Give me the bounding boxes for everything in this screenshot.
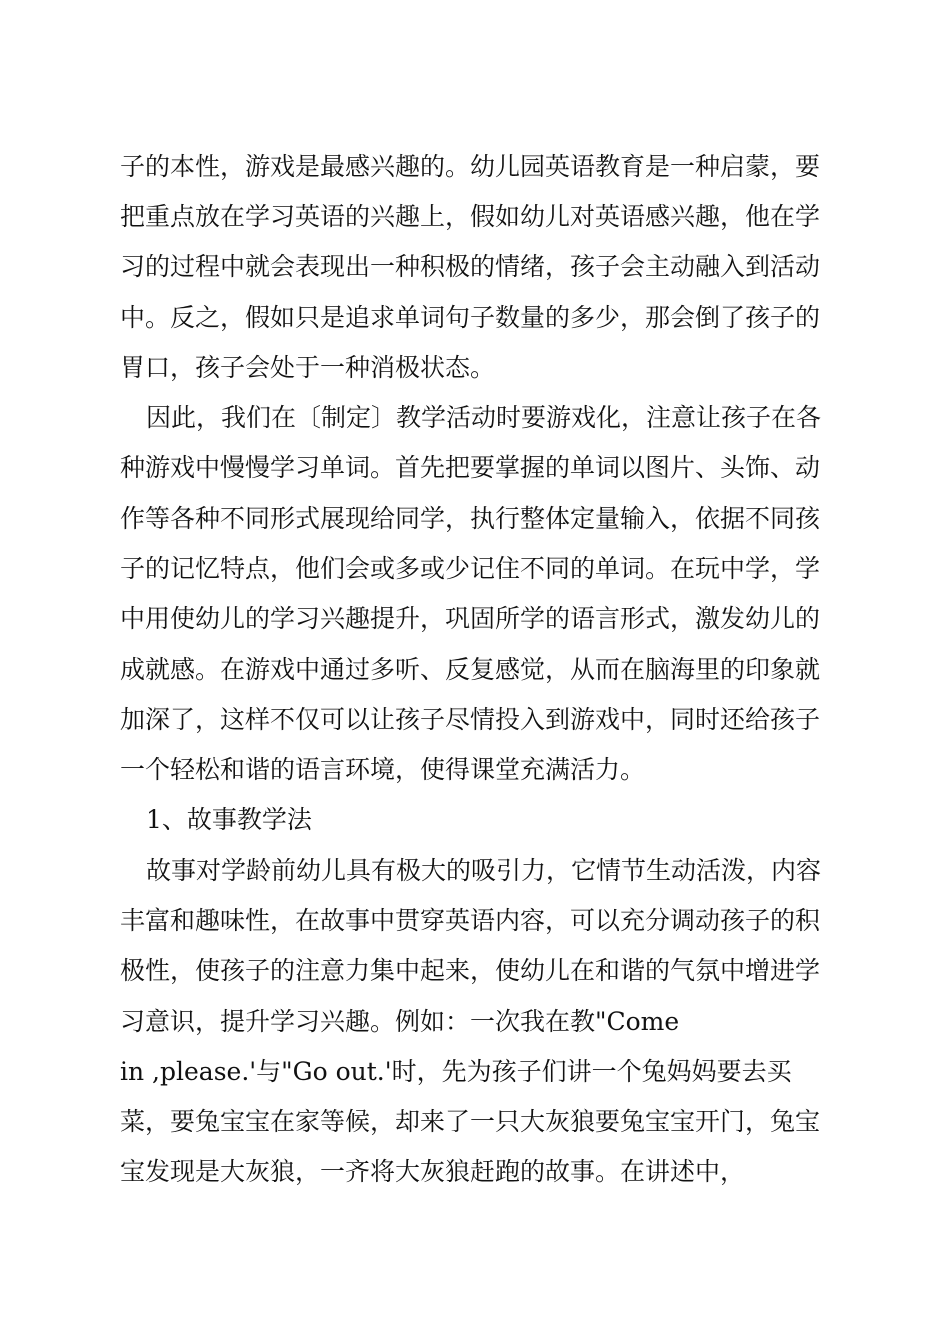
text-line: 把重点放在学习英语的兴趣上，假如幼儿对英语感兴趣，他在学 [120,202,821,231]
text-line: 极性，使孩子的注意力集中起来，使幼儿在和谐的气氛中增进学 [120,956,821,985]
text-line: 成就感。在游戏中通过多听、反复感觉，从而在脑海里的印象就 [120,655,821,684]
text-line: 作等各种不同形式展现给同学，执行整体定量输入，依据不同孩 [120,504,821,533]
text-line: 一个轻松和谐的语言环境，使得课堂充满活力。 [120,755,646,784]
text-line: 种游戏中慢慢学习单词。首先把要掌握的单词以图片、头饰、动 [120,453,821,482]
section-heading: 1、故事教学法 [146,805,312,834]
text-line: 胃口，孩子会处于一种消极状态。 [120,353,496,382]
text-line: 子的记忆特点，他们会或多或少记住不同的单词。在玩中学，学 [120,554,821,583]
text-line: 菜，要兔宝宝在家等候，却来了一只大灰狼要兔宝宝开门，兔宝 [120,1107,821,1136]
text-line: 宝发现是大灰狼，一齐将大灰狼赶跑的故事。在讲述中， [120,1157,746,1186]
text-line: 加深了，这样不仅可以让孩子尽情投入到游戏中，同时还给孩子 [120,705,821,734]
text-line: 子的本性，游戏是最感兴趣的。幼儿园英语教育是一种启蒙，要 [120,152,821,181]
paragraph-first-line: 因此，我们在〔制定〕教学活动时要游戏化，注意让孩子在各 [146,403,822,432]
text-line: 丰富和趣味性，在故事中贯穿英语内容，可以充分调动孩子的积 [120,906,821,935]
text-line: 习的过程中就会表现出一种积极的情绪，孩子会主动融入到活动 [120,252,821,281]
text-line: in ,please.'与"Go out.'时，先为孩子们讲一个兔妈妈要去买 [120,1057,792,1086]
paragraph-first-line: 故事对学龄前幼儿具有极大的吸引力，它情节生动活泼，内容 [146,856,822,885]
text-line: 习意识，提升学习兴趣。例如：一次我在教"Come [120,1007,680,1036]
text-line: 中。反之，假如只是追求单词句子数量的多少，那会倒了孩子的 [120,303,821,332]
text-line: 中用使幼儿的学习兴趣提升，巩固所学的语言形式，激发幼儿的 [120,604,821,633]
